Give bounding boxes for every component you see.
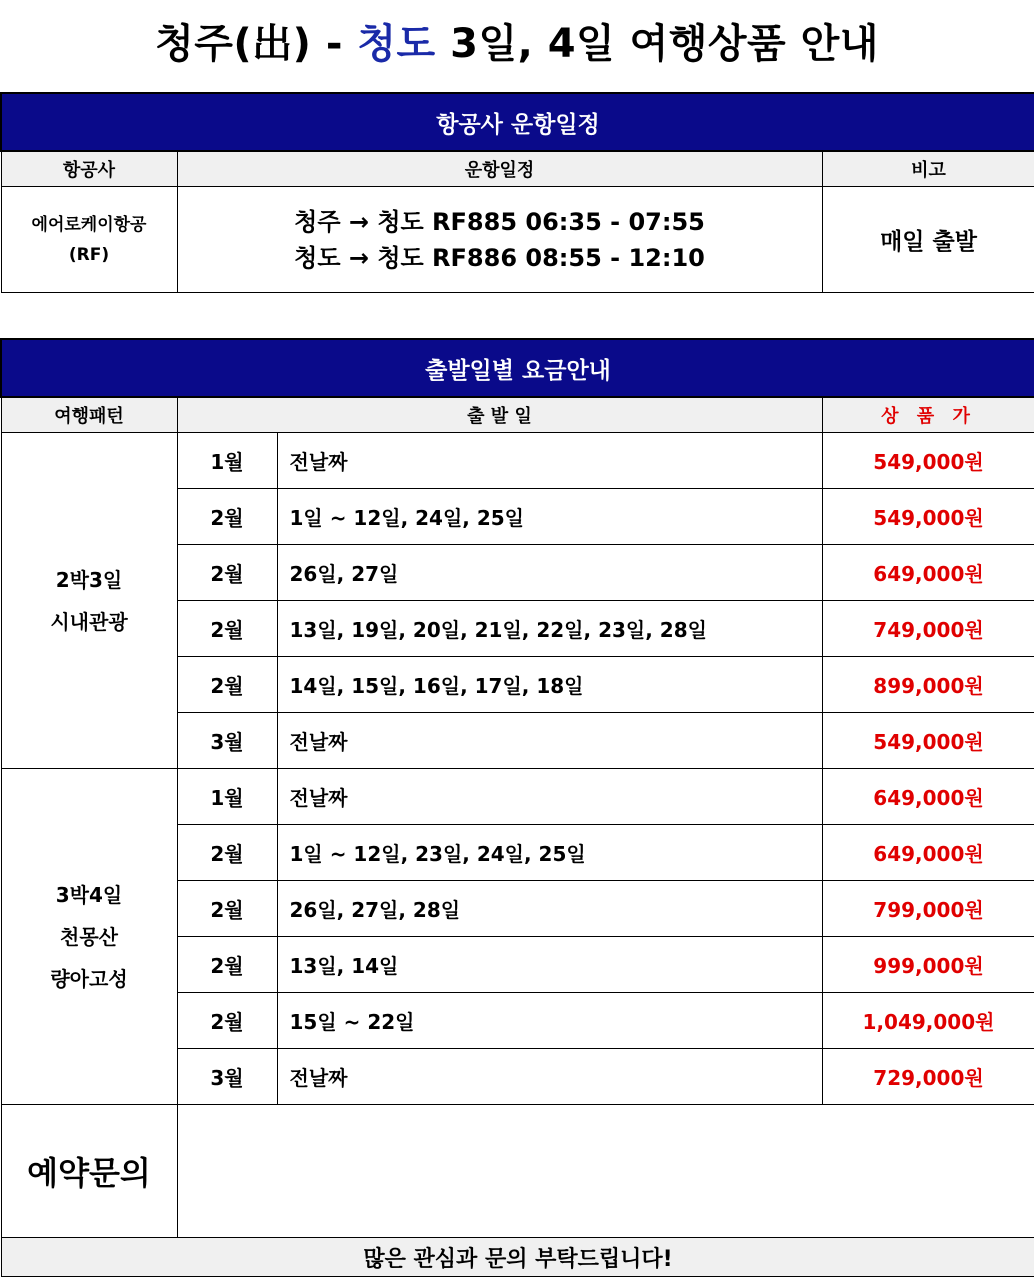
fare-price: 799,000원 [822, 881, 1034, 937]
fare-price: 729,000원 [822, 1049, 1034, 1105]
pattern-line: 량아고성 [50, 966, 128, 991]
fare-month: 2월 [177, 601, 277, 657]
pattern-line: 3박4일 [55, 882, 123, 907]
fare-price: 649,000원 [822, 545, 1034, 601]
fare-month: 1월 [177, 433, 277, 489]
fare-month: 2월 [177, 881, 277, 937]
fare-dates: 13일, 19일, 20일, 21일, 22일, 23일, 28일 [277, 601, 822, 657]
fare-header-price: 상 품 가 [822, 397, 1034, 433]
title-destination: 청도 [357, 21, 436, 67]
fare-price: 999,000원 [822, 937, 1034, 993]
pattern-line: 천몽산 [60, 924, 118, 949]
fare-dates: 전날짜 [277, 1049, 822, 1105]
flight-section-title: 항공사 운항일정 [1, 93, 1034, 151]
flight-header-schedule: 운항일정 [177, 151, 822, 187]
airline-code: (RF) [68, 244, 110, 265]
fare-dates: 1일 ~ 12일, 24일, 25일 [277, 489, 822, 545]
fare-dates: 전날짜 [277, 769, 822, 825]
pattern-line: 시내관광 [50, 609, 128, 634]
fare-price: 549,000원 [822, 433, 1034, 489]
footer-message: 많은 관심과 문의 부탁드립니다! [1, 1238, 1034, 1277]
fare-dates: 13일, 14일 [277, 937, 822, 993]
fare-table [0, 338, 1034, 1277]
page-title [0, 14, 1034, 74]
fare-month: 2월 [177, 937, 277, 993]
airline-name: 에어로케이항공 [31, 214, 147, 235]
fare-dates: 전날짜 [277, 713, 822, 769]
fare-month: 1월 [177, 769, 277, 825]
fare-month: 2월 [177, 545, 277, 601]
flight-schedule-table [0, 92, 1034, 293]
fare-dates: 15일 ~ 22일 [277, 993, 822, 1049]
fare-dates: 전날짜 [277, 433, 822, 489]
flight-header-airline: 항공사 [1, 151, 177, 187]
fare-row [1, 769, 1034, 825]
fare-price: 749,000원 [822, 601, 1034, 657]
fare-dates: 26일, 27일, 28일 [277, 881, 822, 937]
fare-price: 549,000원 [822, 489, 1034, 545]
title-suffix: 3일, 4일 여행상품 안내 [435, 21, 879, 67]
fare-month: 2월 [177, 657, 277, 713]
schedule-outbound: 청주 → 청도 RF885 06:35 - 07:55 [294, 207, 705, 236]
travel-pattern [1, 433, 177, 769]
fare-header-pattern: 여행패턴 [1, 397, 177, 433]
fare-price: 899,000원 [822, 657, 1034, 713]
fare-dates: 1일 ~ 12일, 23일, 24일, 25일 [277, 825, 822, 881]
airline-cell [1, 187, 177, 293]
fare-price: 649,000원 [822, 769, 1034, 825]
fare-header-departure: 출 발 일 [177, 397, 822, 433]
fare-price: 1,049,000원 [822, 993, 1034, 1049]
travel-pattern [1, 769, 177, 1105]
schedule-note: 매일 출발 [822, 187, 1034, 293]
fare-month: 2월 [177, 489, 277, 545]
fare-price: 549,000원 [822, 713, 1034, 769]
fare-month: 3월 [177, 1049, 277, 1105]
schedule-return: 청도 → 청도 RF886 08:55 - 12:10 [294, 243, 705, 272]
flight-header-note: 비고 [822, 151, 1034, 187]
fare-price: 649,000원 [822, 825, 1034, 881]
schedule-cell [177, 187, 822, 293]
contact-label: 예약문의 [1, 1105, 177, 1238]
contact-value [177, 1105, 1034, 1238]
pattern-line: 2박3일 [55, 567, 123, 592]
fare-month: 2월 [177, 825, 277, 881]
title-origin: 청주(出) - [155, 21, 358, 67]
fare-dates: 14일, 15일, 16일, 17일, 18일 [277, 657, 822, 713]
fare-row [1, 433, 1034, 489]
fare-dates: 26일, 27일 [277, 545, 822, 601]
fare-month: 3월 [177, 713, 277, 769]
fare-section-title: 출발일별 요금안내 [1, 339, 1034, 397]
fare-month: 2월 [177, 993, 277, 1049]
